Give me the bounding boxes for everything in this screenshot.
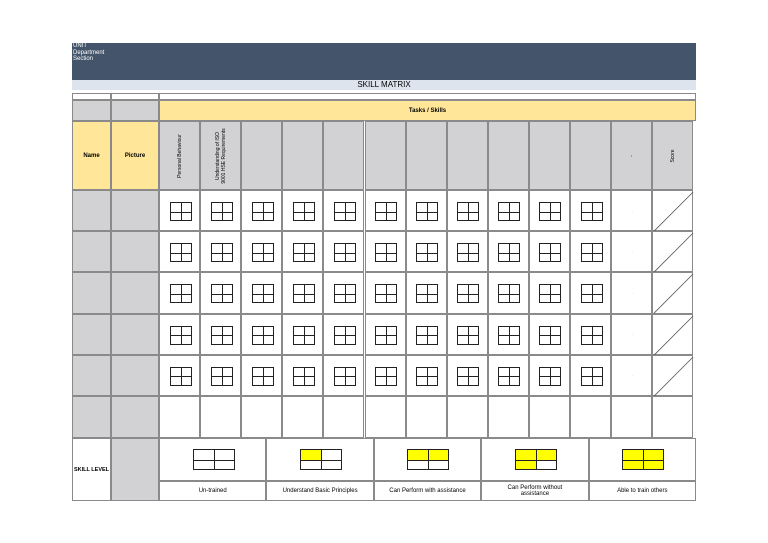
skill-level-box[interactable] — [457, 367, 479, 386]
skill-column-header — [282, 121, 323, 190]
skill-level-box[interactable] — [416, 202, 438, 221]
picture-cell — [111, 272, 159, 313]
legend-sample-cell — [374, 438, 481, 481]
skill-level-box[interactable] — [170, 367, 192, 386]
skill-level-box[interactable] — [581, 243, 603, 262]
skill-cell — [241, 355, 282, 396]
skill-cell — [365, 355, 406, 396]
skill-level-box[interactable] — [211, 202, 233, 221]
empty-cell — [652, 396, 693, 438]
dash-cell — [611, 231, 652, 272]
skill-level-box[interactable] — [498, 284, 520, 303]
skill-level-box[interactable] — [170, 326, 192, 345]
skill-level-box[interactable] — [581, 367, 603, 386]
skill-level-box[interactable] — [375, 243, 397, 262]
dot-mark: · — [631, 290, 633, 296]
dot-mark: · — [631, 332, 633, 338]
empty-cell — [200, 396, 241, 438]
skill-cell — [159, 355, 200, 396]
skill-cell — [365, 190, 406, 231]
skill-level-box[interactable] — [252, 243, 274, 262]
skill-column-header — [200, 121, 241, 190]
section-label: Section — [73, 56, 94, 62]
legend-level-box[interactable] — [622, 449, 664, 470]
skill-level-box[interactable] — [211, 284, 233, 303]
skill-cell — [488, 314, 529, 355]
skill-level-box[interactable] — [416, 367, 438, 386]
skill-matrix-table — [72, 93, 696, 501]
skill-column-header — [241, 121, 282, 190]
skill-column-header — [529, 121, 570, 190]
skill-column-header — [488, 121, 529, 190]
skill-cell — [406, 314, 447, 355]
legend-label: Able to train others — [589, 481, 696, 501]
skill-cell — [406, 190, 447, 231]
skill-level-box[interactable] — [457, 284, 479, 303]
page-title: SKILL MATRIX — [72, 80, 696, 90]
skill-cell — [488, 231, 529, 272]
skill-cell — [159, 190, 200, 231]
skill-level-box[interactable] — [293, 367, 315, 386]
unit-label: UNIT — [73, 43, 87, 49]
skill-level-box[interactable] — [252, 202, 274, 221]
picture-cell — [111, 396, 159, 438]
empty-cell — [611, 396, 652, 438]
skill-level-box[interactable] — [457, 243, 479, 262]
dash-cell — [611, 314, 652, 355]
skill-column-label: Score — [669, 148, 676, 163]
score-diagonal — [653, 273, 694, 314]
empty-cell — [488, 396, 529, 438]
skill-cell — [200, 231, 241, 272]
dot-mark: · — [631, 208, 633, 214]
skill-column-header — [406, 121, 447, 190]
skill-cell — [488, 190, 529, 231]
empty-cell — [447, 396, 488, 438]
legend-label: Understand Basic Principles — [266, 481, 373, 501]
skill-level-box[interactable] — [293, 284, 315, 303]
legend-level-box[interactable] — [515, 449, 557, 470]
skill-cell — [365, 231, 406, 272]
skill-cell — [447, 190, 488, 231]
name-cell — [72, 190, 111, 231]
skill-level-box[interactable] — [581, 202, 603, 221]
skill-level-box[interactable] — [211, 367, 233, 386]
name-cell — [72, 355, 111, 396]
dash-cell — [611, 190, 652, 231]
skill-cell — [282, 355, 323, 396]
skill-cell — [200, 272, 241, 313]
score-diagonal — [653, 232, 694, 273]
skill-column-header — [611, 121, 652, 190]
skill-level-box[interactable] — [539, 243, 561, 262]
skill-cell — [570, 231, 611, 272]
skill-cell — [282, 314, 323, 355]
skill-level-box[interactable] — [334, 326, 356, 345]
header-bar — [72, 43, 696, 80]
skill-cell — [200, 190, 241, 231]
score-diagonal — [653, 191, 694, 232]
score-cell — [652, 272, 693, 313]
score-diagonal — [653, 315, 694, 356]
skill-level-box[interactable] — [170, 243, 192, 262]
skill-level-box[interactable] — [334, 284, 356, 303]
skill-level-box[interactable] — [170, 284, 192, 303]
skill-cell — [365, 314, 406, 355]
skill-column-header — [323, 121, 364, 190]
skill-column-header — [570, 121, 611, 190]
legend-label: Can Perform without assistance — [481, 481, 588, 501]
picture-cell — [111, 190, 159, 231]
skill-column-header — [652, 121, 693, 190]
spacer-cell — [159, 93, 696, 100]
skill-level-box[interactable] — [457, 202, 479, 221]
name-cell — [72, 272, 111, 313]
skill-cell — [282, 231, 323, 272]
skill-cell — [159, 231, 200, 272]
skill-level-box[interactable] — [416, 284, 438, 303]
skill-level-box[interactable] — [416, 326, 438, 345]
skill-level-box[interactable] — [252, 326, 274, 345]
skill-level-box[interactable] — [498, 326, 520, 345]
skill-cell — [529, 314, 570, 355]
skill-cell — [241, 190, 282, 231]
tasks-skills-header: Tasks / Skills — [159, 100, 696, 121]
skill-level-box[interactable] — [498, 202, 520, 221]
skill-cell — [570, 272, 611, 313]
skill-level-box[interactable] — [252, 284, 274, 303]
legend-sample-cell — [589, 438, 696, 481]
skill-level-box[interactable] — [539, 326, 561, 345]
skill-level-box[interactable] — [498, 243, 520, 262]
dash-cell — [611, 272, 652, 313]
skill-level-box[interactable] — [581, 284, 603, 303]
skill-cell — [282, 190, 323, 231]
empty-cell — [570, 396, 611, 438]
skill-cell — [241, 272, 282, 313]
score-cell — [652, 231, 693, 272]
skill-cell — [241, 231, 282, 272]
empty-cell — [241, 396, 282, 438]
skill-level-box[interactable] — [334, 243, 356, 262]
picture-cell — [111, 355, 159, 396]
skill-level-box[interactable] — [375, 367, 397, 386]
skill-cell — [447, 272, 488, 313]
empty-cell — [406, 396, 447, 438]
skill-level-box[interactable] — [539, 284, 561, 303]
skill-cell — [488, 355, 529, 396]
legend-sample-cell — [159, 438, 266, 481]
skill-cell — [323, 190, 364, 231]
dash-cell — [611, 355, 652, 396]
spacer-cell — [111, 93, 159, 100]
picture-cell — [111, 314, 159, 355]
skill-level-box[interactable] — [375, 284, 397, 303]
skill-cell — [529, 190, 570, 231]
org-lines — [73, 43, 104, 63]
skill-level-box[interactable] — [293, 202, 315, 221]
skill-level-box[interactable] — [539, 202, 561, 221]
spacer-cell — [72, 93, 111, 100]
legend-level-box[interactable] — [193, 449, 235, 470]
skill-cell — [365, 272, 406, 313]
legend-sample-cell — [266, 438, 373, 481]
score-cell — [652, 355, 693, 396]
skill-level-box[interactable] — [170, 202, 192, 221]
skill-cell — [406, 355, 447, 396]
skill-level-box[interactable] — [334, 202, 356, 221]
skill-cell — [323, 272, 364, 313]
skill-level-box[interactable] — [211, 326, 233, 345]
score-cell — [652, 314, 693, 355]
empty-cell — [282, 396, 323, 438]
skill-cell — [570, 355, 611, 396]
skill-column-header — [447, 121, 488, 190]
empty-cell — [365, 396, 406, 438]
skill-cell — [159, 272, 200, 313]
dot-mark: · — [631, 249, 633, 255]
skill-column-header — [159, 121, 200, 190]
legend-label: Can Perform with assistance — [374, 481, 481, 501]
skill-cell — [570, 190, 611, 231]
skill-cell — [200, 314, 241, 355]
skill-level-box[interactable] — [375, 202, 397, 221]
skill-column-label: Personal Behaviour — [176, 133, 183, 178]
name-column-header: Name — [72, 121, 111, 190]
department-label: Department — [73, 49, 105, 56]
skill-level-box[interactable] — [293, 243, 315, 262]
skill-column-header — [365, 121, 406, 190]
skill-level-box[interactable] — [252, 367, 274, 386]
skill-column-label: - — [628, 154, 635, 157]
skill-cell — [323, 314, 364, 355]
empty-cell — [323, 396, 364, 438]
skill-level-box[interactable] — [498, 367, 520, 386]
skill-cell — [159, 314, 200, 355]
score-cell — [652, 190, 693, 231]
skill-cell — [282, 272, 323, 313]
skill-level-box[interactable] — [375, 326, 397, 345]
gray-cell — [111, 100, 159, 121]
skill-cell — [241, 314, 282, 355]
skill-level-box[interactable] — [211, 243, 233, 262]
skill-cell — [529, 231, 570, 272]
skill-level-box[interactable] — [416, 243, 438, 262]
skill-level-box[interactable] — [334, 367, 356, 386]
skill-level-box[interactable] — [539, 367, 561, 386]
skill-level-box[interactable] — [293, 326, 315, 345]
empty-cell — [159, 396, 200, 438]
legend-sample-cell — [481, 438, 588, 481]
skill-cell — [529, 355, 570, 396]
skill-cell — [406, 272, 447, 313]
skill-cell — [406, 231, 447, 272]
picture-column-header: Picture — [111, 121, 159, 190]
skill-level-box[interactable] — [581, 326, 603, 345]
dot-mark: · — [631, 373, 633, 379]
name-cell — [72, 231, 111, 272]
legend-level-box[interactable] — [300, 449, 342, 470]
name-cell — [72, 396, 111, 438]
skill-cell — [529, 272, 570, 313]
skill-column-label: Understanding of ISO 9001 HSE Requirements — [214, 127, 227, 184]
picture-cell — [111, 231, 159, 272]
skill-cell — [570, 314, 611, 355]
score-diagonal — [653, 356, 694, 397]
skill-cell — [488, 272, 529, 313]
skill-cell — [200, 355, 241, 396]
skill-cell — [447, 314, 488, 355]
name-cell — [72, 314, 111, 355]
gray-cell — [72, 100, 111, 121]
legend-label: Un-trained — [159, 481, 266, 501]
skill-level-label: SKILL LEVEL — [72, 438, 111, 501]
gray-cell — [111, 438, 159, 501]
skill-level-box[interactable] — [457, 326, 479, 345]
skill-cell — [447, 355, 488, 396]
skill-cell — [323, 355, 364, 396]
skill-cell — [323, 231, 364, 272]
empty-cell — [529, 396, 570, 438]
skill-cell — [447, 231, 488, 272]
legend-level-box[interactable] — [407, 449, 449, 470]
